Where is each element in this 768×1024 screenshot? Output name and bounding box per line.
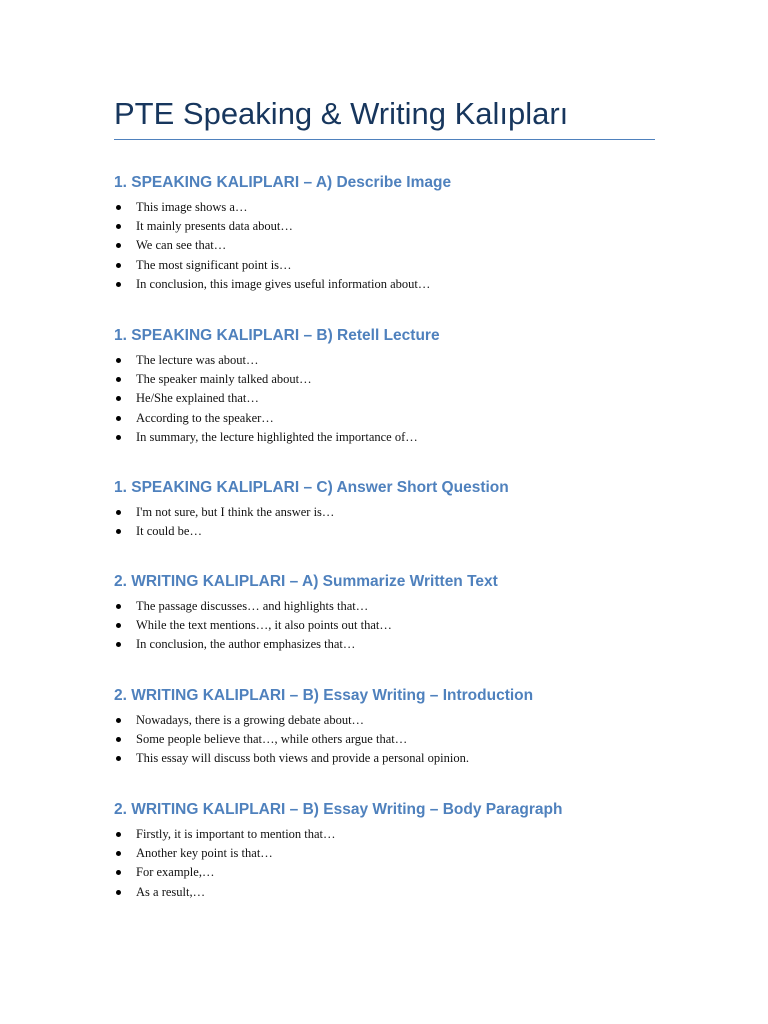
section-essay-body-paragraph bbox=[114, 799, 674, 902]
list-item bbox=[114, 236, 674, 255]
bullet-icon bbox=[116, 851, 121, 856]
section-heading: 1. SPEAKING KALIPLARI – A) Describe Image bbox=[114, 174, 452, 191]
bullet-icon bbox=[116, 604, 121, 609]
bullet-list bbox=[114, 198, 674, 294]
list-item-text: This image shows a… bbox=[136, 200, 248, 214]
section-heading: 1. SPEAKING KALIPLARI – C) Answer Short Question bbox=[114, 479, 509, 496]
list-item bbox=[114, 389, 674, 408]
bullet-list bbox=[114, 711, 674, 769]
bullet-icon bbox=[116, 718, 121, 723]
list-item-text: We can see that… bbox=[136, 238, 227, 253]
list-item bbox=[114, 883, 674, 902]
bullet-icon bbox=[116, 870, 121, 875]
list-item-text: Nowadays, there is a growing debate about… bbox=[136, 713, 365, 727]
list-item bbox=[114, 428, 674, 447]
bullet-icon bbox=[116, 435, 121, 440]
list-item bbox=[114, 351, 674, 370]
list-item-text: The speaker mainly talked about… bbox=[136, 372, 312, 387]
bullet-icon bbox=[116, 282, 121, 287]
bullet-icon bbox=[116, 205, 121, 210]
list-item-text: In conclusion, the author emphasizes that… bbox=[136, 637, 356, 652]
list-item bbox=[114, 198, 674, 217]
section-heading: 1. SPEAKING KALIPLARI – B) Retell Lecture bbox=[114, 327, 440, 344]
list-item-text: Some people believe that…, while others argue that… bbox=[136, 732, 408, 747]
bullet-list bbox=[114, 825, 674, 902]
bullet-icon bbox=[116, 832, 121, 837]
bullet-icon bbox=[116, 756, 121, 761]
section-heading: 2. WRITING KALIPLARI – B) Essay Writing – Body Paragraph bbox=[114, 801, 563, 818]
list-item bbox=[114, 749, 674, 768]
list-item bbox=[114, 597, 674, 616]
bullet-icon bbox=[116, 243, 121, 248]
list-item-text: I'm not sure, but I think the answer is… bbox=[136, 505, 335, 519]
bullet-icon bbox=[116, 224, 121, 229]
list-item-text: Another key point is that… bbox=[136, 846, 273, 861]
list-item bbox=[114, 256, 674, 275]
list-item bbox=[114, 844, 674, 863]
section-retell-lecture bbox=[114, 325, 674, 447]
bullet-icon bbox=[116, 358, 121, 363]
list-item bbox=[114, 730, 674, 749]
list-item bbox=[114, 522, 674, 541]
bullet-list bbox=[114, 503, 674, 541]
list-item-text: In conclusion, this image gives useful information about… bbox=[136, 276, 431, 291]
list-item-text: As a result,… bbox=[136, 884, 206, 899]
bullet-icon bbox=[116, 416, 121, 421]
list-item bbox=[114, 275, 674, 294]
bullet-list bbox=[114, 351, 674, 447]
section-essay-introduction bbox=[114, 685, 674, 769]
list-item bbox=[114, 370, 674, 389]
list-item-text: He/She explained that… bbox=[136, 391, 259, 406]
document-title: PTE Speaking & Writing Kalıpları bbox=[114, 96, 569, 131]
list-item bbox=[114, 863, 674, 882]
list-item-text: This essay will discuss both views and provide a personal opinion. bbox=[136, 751, 469, 766]
bullet-icon bbox=[116, 890, 121, 895]
bullet-icon bbox=[116, 377, 121, 382]
bullet-icon bbox=[116, 623, 121, 628]
list-item bbox=[114, 503, 674, 522]
list-item-text: The passage discusses… and highlights that… bbox=[136, 599, 369, 613]
list-item bbox=[114, 711, 674, 730]
list-item-text: The most significant point is… bbox=[136, 257, 292, 272]
list-item-text: In summary, the lecture highlighted the importance of… bbox=[136, 429, 418, 444]
list-item bbox=[114, 635, 674, 654]
list-item-text: For example,… bbox=[136, 865, 215, 880]
list-item bbox=[114, 409, 674, 428]
bullet-icon bbox=[116, 529, 121, 534]
list-item-text: Firstly, it is important to mention that… bbox=[136, 827, 336, 841]
list-item-text: According to the speaker… bbox=[136, 410, 274, 425]
list-item-text: It could be… bbox=[136, 524, 202, 539]
title-divider bbox=[114, 139, 655, 140]
bullet-list bbox=[114, 597, 674, 655]
section-answer-short-question bbox=[114, 477, 674, 541]
bullet-icon bbox=[116, 642, 121, 647]
list-item-text: The lecture was about… bbox=[136, 353, 259, 367]
bullet-icon bbox=[116, 396, 121, 401]
list-item-text: While the text mentions…, it also points out that… bbox=[136, 618, 392, 633]
list-item bbox=[114, 217, 674, 236]
list-item bbox=[114, 825, 674, 844]
section-summarize-written-text bbox=[114, 571, 674, 655]
list-item bbox=[114, 616, 674, 635]
bullet-icon bbox=[116, 263, 121, 268]
bullet-icon bbox=[116, 510, 121, 515]
section-describe-image bbox=[114, 172, 674, 294]
bullet-icon bbox=[116, 737, 121, 742]
list-item-text: It mainly presents data about… bbox=[136, 219, 293, 234]
section-heading: 2. WRITING KALIPLARI – A) Summarize Written Text bbox=[114, 573, 498, 590]
section-heading: 2. WRITING KALIPLARI – B) Essay Writing – Introduction bbox=[114, 687, 534, 704]
